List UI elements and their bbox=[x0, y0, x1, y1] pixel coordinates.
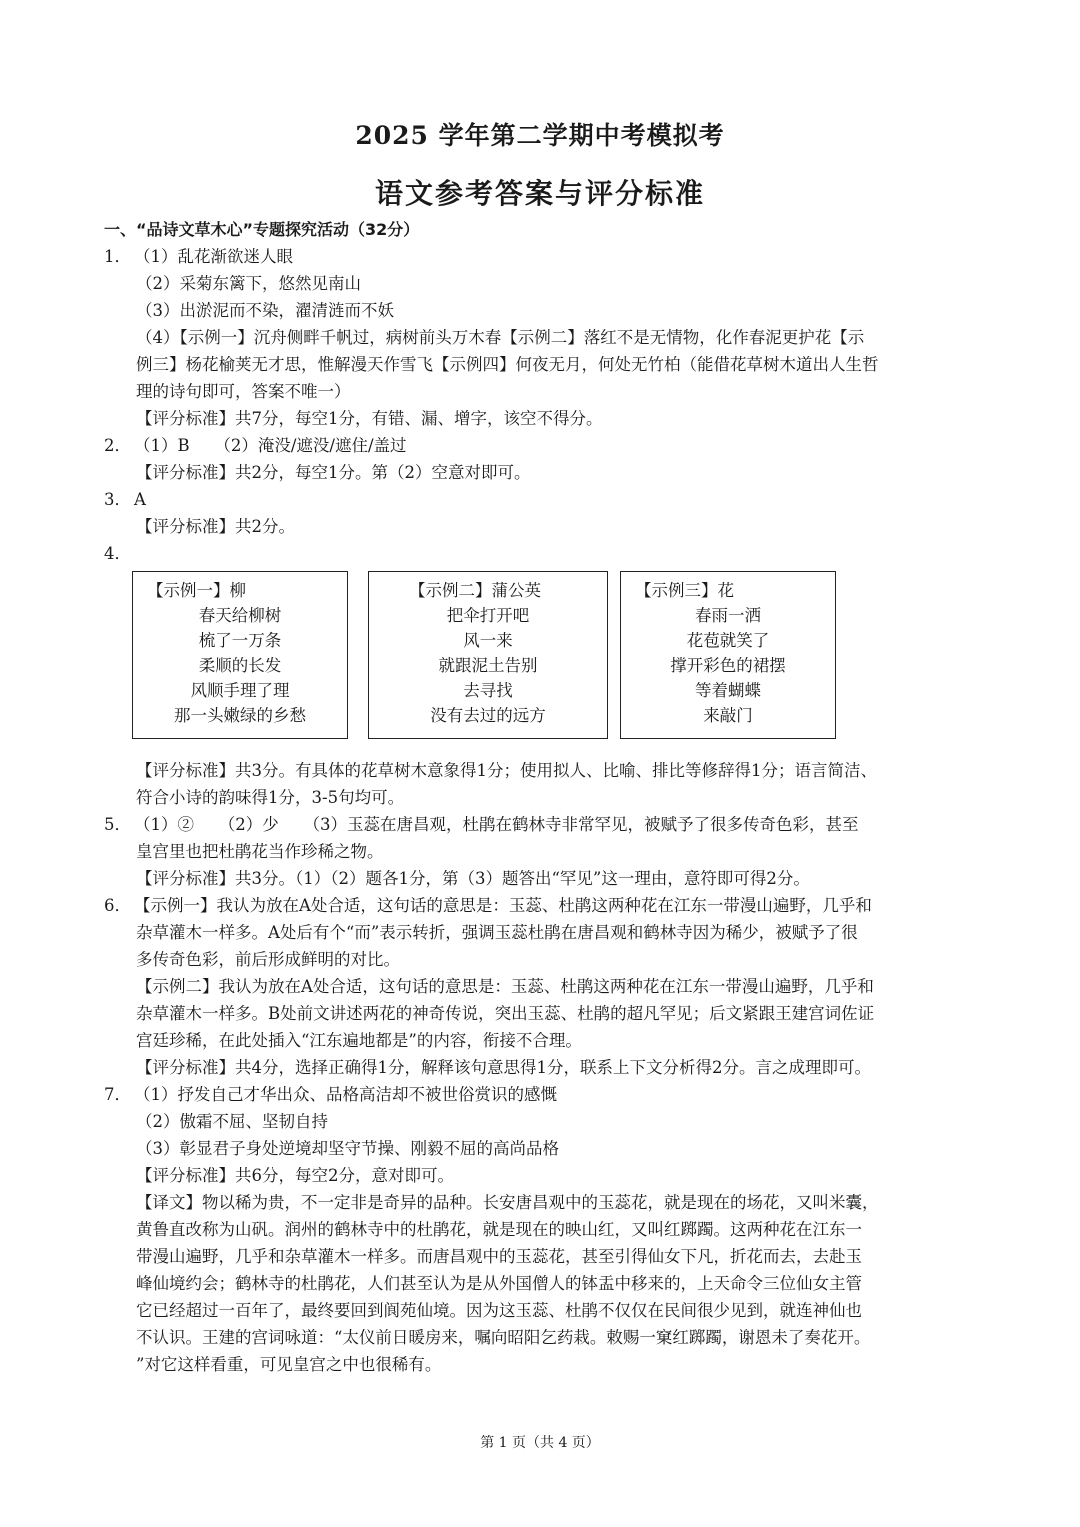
q7-translation-line7: ”对它这样看重，可见皇宫之中也很稀有。 bbox=[136, 1355, 442, 1374]
poem-line: 没有去过的远方 bbox=[430, 706, 546, 725]
poem-heading: 【示例一】柳 bbox=[147, 581, 246, 600]
q5-scoring: 【评分标准】共3分。（1）（2）题各1分，第（3）题答出“罕见”这一理由，意符即可得2分。 bbox=[136, 869, 810, 888]
q6-example1-line2: 杂草灌木一样多。A处后有个“而”表示转折，强调玉蕊杜鹃在唐昌观和鹤林寺因为稀少，被赋予了很 bbox=[136, 923, 858, 942]
q7-translation-line6: 不认识。王建的宫词咏道：“太仪前日暖房来，嘱向昭阳乞药栽。敕赐一窠红踯躅，谢恩未了奏花开。 bbox=[136, 1328, 871, 1347]
poem-line: 柔顺的长发 bbox=[198, 656, 282, 675]
poem-heading: 【示例二】蒲公英 bbox=[409, 581, 541, 600]
poem-heading: 【示例三】花 bbox=[635, 581, 734, 600]
q7-number: 7． bbox=[104, 1085, 131, 1104]
q3-answer bbox=[104, 486, 980, 513]
q1-answer-4-line3: 理的诗句即可，答案不唯一） bbox=[136, 382, 351, 401]
q5-number: 5． bbox=[104, 815, 131, 834]
q6-example2-line1: 【示例二】我认为放在A处合适，这句话的意思是：玉蕊、杜鹃这两种花在江东一带漫山遍野，几乎和 bbox=[136, 977, 874, 996]
q1-scoring: 【评分标准】共7分，每空1分，有错、漏、增字，该空不得分。 bbox=[136, 409, 603, 428]
poem-box-example-1 bbox=[132, 571, 348, 739]
q1-a1: （1）乱花渐欲迷人眼 bbox=[134, 247, 293, 266]
q1-number: 1． bbox=[104, 247, 131, 266]
poem-line: 撑开彩色的裙摆 bbox=[670, 656, 786, 675]
q1-answer-3: （3）出淤泥而不染，濯清涟而不妖 bbox=[136, 301, 394, 320]
poem-line: 那一头嫩绿的乡愁 bbox=[174, 706, 306, 725]
poem-line: 等着蝴蝶 bbox=[695, 681, 761, 700]
q6-number: 6． bbox=[104, 896, 131, 915]
poem-line: 风一来 bbox=[463, 631, 513, 650]
q1-answer-4-line1: （4）【示例一】沉舟侧畔千帆过，病树前头万木春【示例二】落红不是无情物，化作春泥更护花【示 bbox=[136, 328, 865, 347]
q7-translation-line4: 峰仙境约会；鹤林寺的杜鹃花，人们甚至认为是从外国僧人的钵盂中移来的，上天命令三位仙女主管 bbox=[136, 1274, 862, 1293]
section-heading: 一、“品诗文草木心”专题探究活动（32分） bbox=[104, 220, 420, 239]
q6-example2-line2: 杂草灌木一样多。B处前文讲述两花的神奇传说，突出玉蕊、杜鹃的超凡罕见；后文紧跟王建宫词佐证 bbox=[136, 1004, 875, 1023]
poem-line: 春雨一洒 bbox=[695, 606, 761, 625]
q2-number: 2． bbox=[104, 436, 131, 455]
q4-number: 4． bbox=[104, 544, 131, 563]
poem-line: 去寻找 bbox=[463, 681, 513, 700]
page-number-footer: 第 1 页（共 4 页） bbox=[480, 1435, 600, 1451]
q4-scoring-line2: 符合小诗的韵味得1分，3-5句均可。 bbox=[136, 788, 405, 807]
q5-answer-line1 bbox=[104, 811, 980, 838]
poem-line: 春天给柳树 bbox=[198, 606, 282, 625]
q5-answer-line2: 皇宫里也把杜鹃花当作珍稀之物。 bbox=[136, 842, 384, 861]
q4-scoring-line1: 【评分标准】共3分。有具体的花草树木意象得1分；使用拟人、比喻、排比等修辞得1分；语言简洁、 bbox=[136, 761, 877, 780]
poem-line: 来敲门 bbox=[703, 706, 753, 725]
q4-poem-examples bbox=[104, 567, 980, 757]
q7-translation-line2: 黄鲁直改称为山矾。润州的鹤林寺中的杜鹃花，就是现在的映山红，又叫红踯躅。这两种花在江东一 bbox=[136, 1220, 862, 1239]
q1-answer-2: （2）采菊东篱下，悠然见南山 bbox=[136, 274, 361, 293]
q3-scoring: 【评分标准】共2分。 bbox=[136, 517, 295, 536]
q1-answer-1 bbox=[104, 243, 980, 270]
poem-line: 花苞就笑了 bbox=[686, 631, 770, 650]
q6-example1-line1 bbox=[104, 892, 980, 919]
q7-translation-line3: 带漫山遍野，几乎和杂草灌木一样多。而唐昌观中的玉蕊花，甚至引得仙女下凡，折花而去，去赴玉 bbox=[136, 1247, 862, 1266]
answer-content bbox=[104, 216, 980, 1378]
q7-translation-line5: 它已经超过一百年了，最终要回到阆苑仙境。因为这玉蕊、杜鹃不仅仅在民间很少见到，就连神仙也 bbox=[136, 1301, 862, 1320]
q6-example2-line3: 宫廷珍稀，在此处插入“江东遍地都是”的内容，衔接不合理。 bbox=[136, 1031, 582, 1050]
poem-line: 梳了一万条 bbox=[198, 631, 282, 650]
poem-line: 把伞打开吧 bbox=[446, 606, 530, 625]
q6-example1-text: 【示例一】我认为放在A处合适，这句话的意思是：玉蕊、杜鹃这两种花在江东一带漫山遍野，几乎和 bbox=[134, 896, 872, 915]
poem-line: 风顺手理了理 bbox=[190, 681, 290, 700]
q1-answer-4-line2: 例三】杨花榆荚无才思，惟解漫天作雪飞【示例四】何夜无月，何处无竹柏（能借花草树木道出人生哲 bbox=[136, 355, 879, 374]
poem-box-example-2 bbox=[368, 571, 608, 739]
exam-title: 2025 学年第二学期中考模拟考 bbox=[355, 121, 725, 150]
q7-a1: （1）抒发自己才华出众、品格高洁却不被世俗赏识的感慨 bbox=[134, 1085, 557, 1104]
q2-scoring: 【评分标准】共2分，每空1分。第（2）空意对即可。 bbox=[136, 463, 531, 482]
q5-answer-text: （1）② （2）少 （3）玉蕊在唐昌观，杜鹃在鹤林寺非常罕见，被赋予了很多传奇色彩，甚至 bbox=[134, 815, 859, 834]
q2-answer-text: （1）B （2）淹没/遮没/遮住/盖过 bbox=[134, 436, 407, 455]
q7-translation-line1: 【译文】物以稀为贵，不一定非是奇异的品种。长安唐昌观中的玉蕊花，就是现在的场花，又叫米囊， bbox=[136, 1193, 879, 1212]
q6-scoring: 【评分标准】共4分，选择正确得1分，解释该句意思得1分，联系上下文分析得2分。言之成理即可。 bbox=[136, 1058, 871, 1077]
q7-answer-3: （3）彰显君子身处逆境却坚守节操、刚毅不屈的高尚品格 bbox=[136, 1139, 559, 1158]
q7-answer-1 bbox=[104, 1081, 980, 1108]
poem-line: 就跟泥土告别 bbox=[438, 656, 538, 675]
q7-scoring: 【评分标准】共6分，每空2分，意对即可。 bbox=[136, 1166, 454, 1185]
q6-example1-line3: 多传奇色彩，前后形成鲜明的对比。 bbox=[136, 950, 400, 969]
document-subtitle: 语文参考答案与评分标准 bbox=[374, 177, 705, 210]
q2-answer bbox=[104, 432, 980, 459]
poem-box-example-3 bbox=[620, 571, 836, 739]
q3-answer-text: A bbox=[134, 490, 146, 509]
q7-answer-2: （2）傲霜不屈、坚韧自持 bbox=[136, 1112, 328, 1131]
q3-number: 3． bbox=[104, 490, 131, 509]
